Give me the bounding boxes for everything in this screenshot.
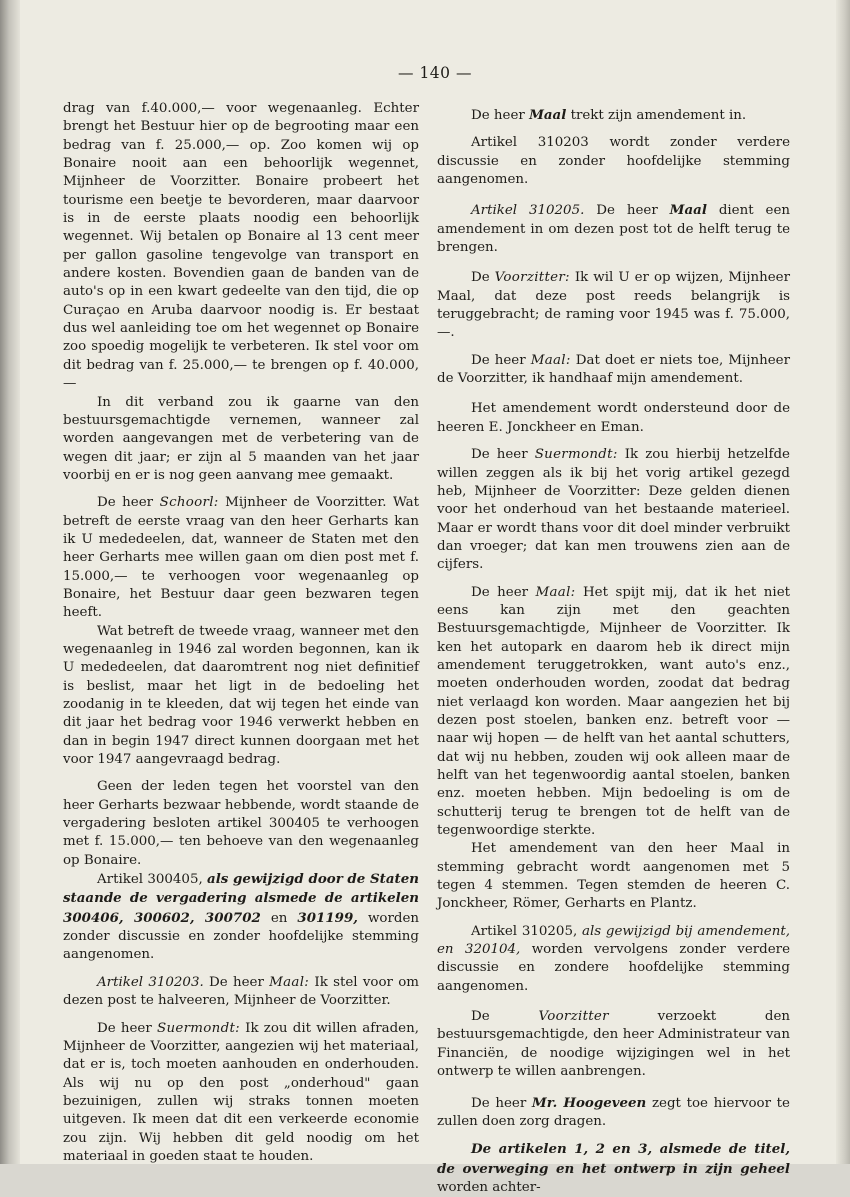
emphasis-text: als gewijzigd bij amendement, en 320104, (437, 923, 790, 958)
paragraph: Het amendement wordt ondersteund door de heeren E. Jonckheer en Eman. (437, 401, 790, 435)
speaker-name: Maal: (269, 974, 310, 990)
paragraph: Geen der leden tegen het voorstel van den heer Gerharts bezwaar hebbende, wordt staande de vergadering besloten artikel 300405 te verhoogen met f. 15.000,— ten behoeve van den wegenaanleg op Bonaire. (63, 779, 419, 868)
paragraph: Artikel 310205. De heer Maal dient een amendement in om dezen post tot de helft terug te brengen. (437, 202, 790, 256)
binding-gutter (0, 0, 20, 1164)
speaker-name: Voorzitter: (494, 270, 570, 286)
paragraph: drag van f.40.000,— voor wegenaanleg. Echter brengt het Bestuur hier op de begrooting maar een bedrag van f. 25.000,— op. Zoo komen wij op Bonaire nooit aan een behoorlijk wegennet, Mijnheer de Voorzitter. Bonaire probeert het tourisme een beetje te bevorderen, maar daarvoor is in de eerste plaats noodig een behoorlijk wegennet. Wij betalen op Bonaire al 13 cent meer per gallon gasoline tengevolge van transport en andere kosten. Bovendien gaan de banden van de auto's op in een kwart gedeelte van den tijd, die op Curaçao en Aruba daarvoor noodig is. Er bestaat dus wel aanleiding toe om het wegennet op Bonaire zoo spoedig mogelijk te verbeteren. Ik stel voor om dit bedrag van f. 25.000,— te brengen op f. 40.000,— (63, 101, 419, 392)
paragraph: De heer Maal trekt zijn amendement in. (471, 107, 747, 123)
paragraph: De heer Suermondt: Ik zou hierbij hetzelfde willen zeggen als ik bij het vorig artikel gezegd heb, Mijnheer de Voorzitter: Deze gelden dienen voor het onderhoud van het bestaande materieel. Maar er wordt thans voor dit doel minder verbruikt dan vroeger; dat kan men trouwens zien aan de cijfers. (437, 447, 790, 573)
speaker-name: Maal: (530, 352, 571, 368)
paragraph: De heer Suermondt: Ik zou dit willen afraden, Mijnheer de Voorzitter, aangezien wij het materiaal, dat er is, toch moeten aanhouden en onderhouden. Als wij nu op den post „onderhoud" gaan bezuinigen, zullen wij straks tonnen moeten uitgeven. Ik meen dat dit een verkeerde economie zou zijn. Wij hebben dit geld noodig om het materiaal in goeden staat te houden. (63, 1020, 419, 1164)
speaker-name: Mr. Hoogeveen (531, 1094, 647, 1111)
emphasis-text: De artikelen 1, 2 en 3, alsmede de titel, de overweging en het ontwerp in zijn geheel (437, 1141, 790, 1177)
paragraph: De heer Mr. Hoogeveen zegt toe hiervoor te zullen doen zorg dragen. (437, 1094, 790, 1129)
paragraph: De heer Maal: Het spijt mij, dat ik het niet eens kan zijn met den geachten Bestuursgemachtigde, Mijnheer de Voorzitter. Ik ken het autopark en daarom heb ik direct mijn amendement teruggetrokken, want auto's enz., moeten onderhouden worden, zoodat dat bedrag niet verlaagd kon worden. Maar aangezien het bij dezen post stoelen, banken enz. betreft voor — naar wij hopen — de helft van het aantal schutters, dat wij nu hebben, zouden wij ook alleen maar de helft van het tegenwoordig aantal stoelen, banken enz. moeten hebben. Mijn bedoeling is om de schutterij terug te brengen tot de helft van de tegenwoordige sterkte. (437, 584, 790, 839)
paragraph: Artikel 310205, als gewijzigd bij amendement, en 320104, worden vervolgens zonder verdere discussie en zondere hoofdelijke stemming aangenomen. (437, 923, 791, 994)
paragraph: Artikel 310203. De heer Maal: Ik stel voor om dezen post te halveeren, Mijnheer de Voorzitter. (63, 974, 419, 1009)
paragraph: Wat betreft de tweede vraag, wanneer met den wegenaanleg in 1946 zal worden begonnen, kan ik U mededeelen, dat daaromtrent nog niet definitief is beslist, maar het ligt in de bedoeling het zoodanig in te kleeden, dat wij tegen het einde van dit jaar het bedrag voor 1946 verwerkt hebben en dan in begin 1947 direct kunnen doorgaan met het voor 1947 aangevraagd bedrag. (63, 623, 419, 768)
page-number: — 140 — (398, 64, 472, 82)
paragraph: Artikel 300405, als gewijzigd door de Staten staande de vergadering alsmede de artikelen 300406, 300602, 300702 en 301199, worden zonder discussie en zonder hoofdelijke stemming aangenomen. (63, 871, 420, 963)
speaker-name: Voorzitter (538, 1009, 609, 1025)
paragraph: Artikel 310203 wordt zonder verdere discussie en zonder hoofdelijke stemming aangenomen. (437, 135, 790, 188)
speaker-name: Schoorl: (159, 495, 219, 511)
paragraph: De artikelen 1, 2 en 3, alsmede de titel, de overweging en het ontwerp in zijn geheel worden achter- (437, 1141, 790, 1195)
emphasis-text: als gewijzigd door de Staten staande de vergadering alsmede de artikelen 300406, 300602, 300702 (63, 871, 419, 926)
emphasis-text: 301199, (297, 909, 358, 926)
paragraph: De Voorzitter: Ik wil U er op wijzen, Mijnheer Maal, dat deze post reeds belangrijk is teruggebracht; de raming voor 1945 was f. 75.000,—. (437, 270, 790, 341)
speaker-name: Suermondt: (156, 1020, 240, 1036)
paragraph: De heer Maal: Dat doet er niets toe, Mijnheer de Voorzitter, ik handhaaf mijn amendement. (437, 352, 790, 387)
left-column (63, 100, 419, 1166)
paragraph: De Voorzitter verzoekt den bestuursgemachtigde, den heer Administrateur van Financiën, de noodige wijzigingen wel in het ontwerp te willen aanbrengen. (437, 1009, 791, 1080)
speaker-name: Maal (669, 202, 707, 219)
paragraph: In dit verband zou ik gaarne van den bestuursgemachtigde vernemen, wanneer zal worden aangevangen met de verbetering van de wegen dit jaar; er zijn al 5 maanden van het jaar voorbij en er is nog geen aanvang mee gemaakt. (63, 394, 419, 483)
article-heading: Artikel 310205. (471, 203, 585, 219)
speaker-name: Maal: (535, 584, 576, 600)
speaker-name: Suermondt: (534, 447, 618, 463)
right-column (437, 106, 790, 1197)
page-edge (836, 0, 850, 1164)
speaker-name: Maal (529, 107, 567, 123)
paragraph: De heer Schoorl: Mijnheer de Voorzitter. Wat betreft de eerste vraag van den heer Gerharts kan ik U mededeelen, dat, wanneer de Staten met den heer Gerharts mee willen gaan om dien post met f. 15.000,— te verhoogen voor wegenaanleg op Bonaire, het Bestuur daar geen bezwaren tegen heeft. (63, 495, 419, 621)
article-heading: Artikel 310203. (97, 974, 204, 990)
paragraph: Het amendement van den heer Maal in stemming gebracht wordt aangenomen met 5 tegen 4 stemmen. Tegen stemden de heeren C. Jonckheer, Römer, Gerharts en Plantz. (437, 841, 790, 912)
